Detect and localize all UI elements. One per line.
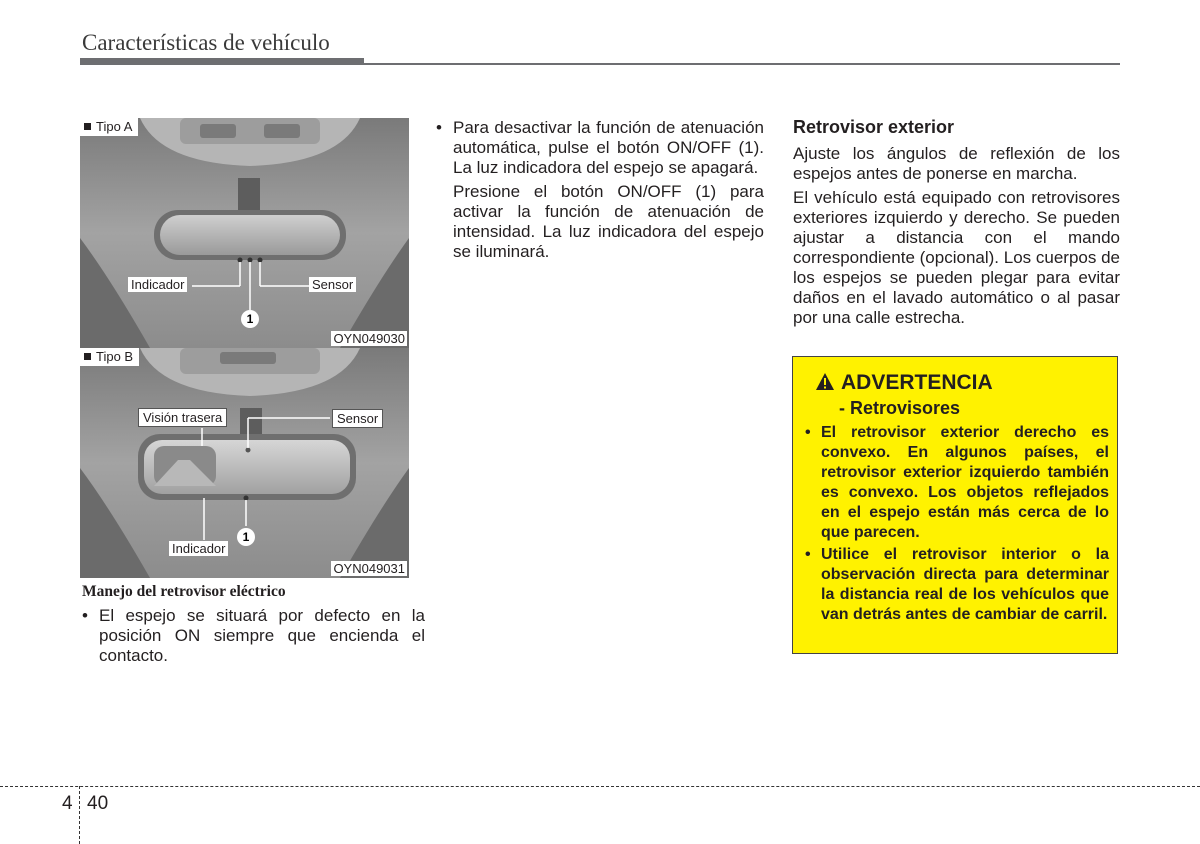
warning-item: • Utilice el retrovisor interior o la observación directa para determinar la distancia real de los vehículos que van detrás antes de cambiar de carril.: [805, 545, 1109, 625]
callout-indicador: Indicador: [128, 277, 187, 292]
callout-vision-trasera: Visión trasera: [138, 408, 227, 427]
section-heading: Retrovisor exterior: [793, 117, 955, 137]
warning-box: [792, 356, 1118, 654]
section-subheading: Manejo del retrovisor eléctrico: [82, 583, 286, 600]
page-header-title: Características de vehículo: [82, 30, 330, 55]
footer-rule: [0, 786, 1200, 787]
callout-indicador: Indicador: [169, 541, 228, 556]
warning-list: [805, 423, 1109, 627]
callout-sensor: Sensor: [332, 409, 383, 428]
warning-title: ADVERTENCIA: [815, 371, 993, 395]
page-number: 40: [87, 793, 109, 814]
figure-tag: Tipo B: [80, 348, 139, 366]
bullet-deactivate: • Para desactivar la función de atenuación automática, pulse el botón ON/OFF (1). La luz indicadora del espejo se apagará.: [436, 118, 764, 178]
figure-code: OYN049031: [333, 561, 405, 576]
chapter-number: 4: [62, 793, 73, 814]
figure-code: OYN049030: [333, 331, 405, 346]
paragraph-activate: Presione el botón ON/OFF (1) para activar la función de atenuación de intensidad. La luz indicadora del espejo se iluminará.: [453, 182, 764, 261]
figure-tipo-a: [80, 118, 409, 348]
figure-tipo-b: [80, 348, 409, 578]
figure-tag: Tipo A: [80, 118, 138, 136]
callout-sensor: Sensor: [309, 277, 356, 292]
paragraph: El vehículo está equipado con retrovisores exteriores izquierdo y derecho. Se pueden ajustar a distancia con el mando correspondiente (opcional). Los cuerpos de los espejos se pueden plegar para evitar daños en el lavado automático o al pasar por una calle estrecha.: [793, 188, 1120, 327]
footer-divider: [79, 786, 80, 844]
bullet-default-on: • El espejo se situará por defecto en la posición ON siempre que encienda el contacto.: [82, 606, 425, 666]
header-rule: [80, 58, 364, 65]
dimming-instructions: [436, 118, 764, 262]
warning-subtitle: - Retrovisores: [839, 398, 961, 418]
paragraph: Ajuste los ángulos de reflexión de los espejos antes de ponerse en marcha.: [793, 144, 1120, 183]
header-rule-thin: [364, 63, 1120, 65]
warning-triangle-icon: [815, 372, 835, 391]
button-number-label: 1: [237, 528, 255, 546]
exterior-mirror-section: [793, 117, 1120, 332]
warning-item: • El retrovisor exterior derecho es convexo. En algunos países, el retrovisor exterior izquierdo también es convexo. Los objetos reflejados en el espejo están más cerca de lo que parecen.: [805, 423, 1109, 543]
button-number-label: 1: [241, 310, 259, 328]
